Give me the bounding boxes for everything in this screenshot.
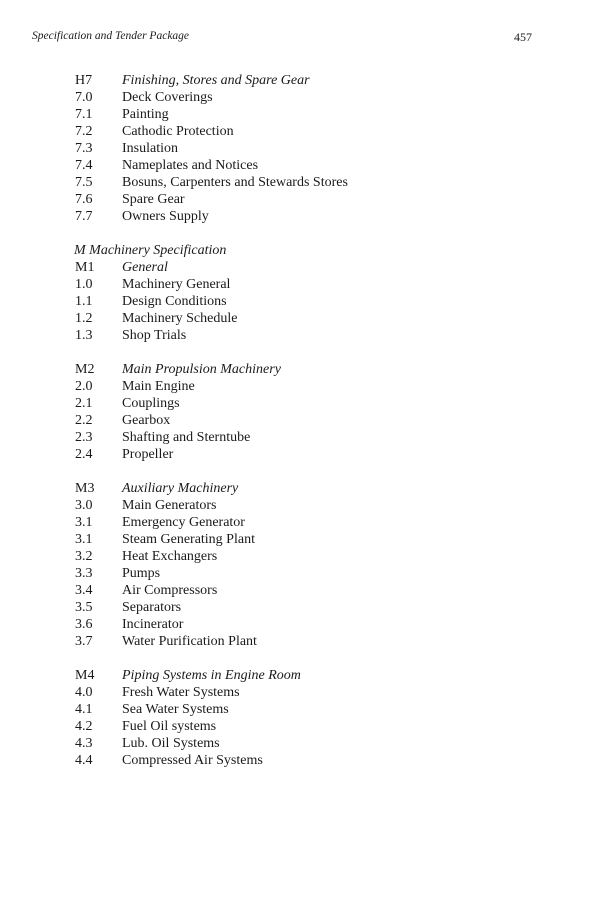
entry-number: 7.6 — [75, 192, 93, 207]
contents-entry-row — [75, 89, 555, 106]
subsection-heading-row — [75, 667, 555, 684]
subsection-heading-row — [75, 361, 555, 378]
entry-number: M4 — [75, 668, 95, 683]
entry-number: 7.5 — [75, 175, 93, 190]
contents-entry-row — [75, 565, 555, 582]
contents-entry-row — [75, 548, 555, 565]
contents-entry-row — [75, 157, 555, 174]
entry-title: Air Compressors — [122, 583, 218, 598]
contents-entry-row — [75, 412, 555, 429]
entry-title: Compressed Air Systems — [122, 753, 263, 768]
subsection-heading-row — [75, 72, 555, 89]
entry-number: 7.4 — [75, 158, 93, 173]
entry-number: 7.7 — [75, 209, 93, 224]
entry-number: 3.6 — [75, 617, 93, 632]
contents-entry-row — [75, 582, 555, 599]
entry-number: 2.1 — [75, 396, 93, 411]
entry-title: Auxiliary Machinery — [122, 481, 239, 496]
spec-section — [75, 242, 555, 344]
entry-title: Sea Water Systems — [122, 702, 229, 717]
entry-number: 4.3 — [75, 736, 93, 751]
entry-title: Shop Trials — [122, 328, 187, 343]
contents-entry-row — [75, 752, 555, 769]
contents-entry-row — [75, 429, 555, 446]
entry-title: Pumps — [122, 566, 161, 581]
entry-title: Fresh Water Systems — [122, 685, 240, 700]
contents-entry-row — [75, 310, 555, 327]
entry-title: Design Conditions — [122, 294, 227, 309]
entry-title: Bosuns, Carpenters and Stewards Stores — [122, 175, 348, 190]
entry-number: 1.0 — [75, 277, 93, 292]
entry-title: Spare Gear — [122, 192, 185, 207]
contents-entry-row — [75, 174, 555, 191]
contents-entry-row — [75, 684, 555, 701]
entry-title: Painting — [122, 107, 169, 122]
entry-number: 7.2 — [75, 124, 93, 139]
contents-entry-row — [75, 123, 555, 140]
entry-number: 3.7 — [75, 634, 93, 649]
entry-title: Cathodic Protection — [122, 124, 234, 139]
entry-number: 2.3 — [75, 430, 93, 445]
entry-title: Steam Generating Plant — [122, 532, 255, 547]
entry-title: Deck Coverings — [122, 90, 213, 105]
contents-entry-row — [75, 616, 555, 633]
entry-number: 4.2 — [75, 719, 93, 734]
contents-entry-row — [75, 208, 555, 225]
contents-entry-row — [75, 599, 555, 616]
contents-entry-row — [75, 735, 555, 752]
entry-number: 1.2 — [75, 311, 93, 326]
entry-title: Insulation — [122, 141, 178, 156]
entry-number: 1.3 — [75, 328, 93, 343]
entry-title: Main Engine — [122, 379, 195, 394]
contents-entry-row — [75, 191, 555, 208]
spec-section — [75, 72, 555, 225]
entry-title: Machinery General — [122, 277, 231, 292]
entry-title: Couplings — [122, 396, 180, 411]
contents-entry-row — [75, 293, 555, 310]
entry-number: 2.2 — [75, 413, 93, 428]
entry-number: 2.4 — [75, 447, 93, 462]
entry-title: General — [122, 260, 168, 275]
entry-title: Separators — [122, 600, 182, 615]
entry-title: Finishing, Stores and Spare Gear — [122, 73, 310, 88]
contents-entry-row — [75, 140, 555, 157]
entry-title: Shafting and Sterntube — [122, 430, 251, 445]
entry-title: Propeller — [122, 447, 174, 462]
entry-number: M3 — [75, 481, 95, 496]
entry-number: 3.4 — [75, 583, 93, 598]
entry-title: Main Propulsion Machinery — [122, 362, 281, 377]
contents-entry-row — [75, 276, 555, 293]
entry-title: Incinerator — [122, 617, 184, 632]
entry-title: Water Purification Plant — [122, 634, 257, 649]
running-header — [32, 30, 532, 46]
entry-title: Machinery Schedule — [122, 311, 238, 326]
entry-number: 3.2 — [75, 549, 93, 564]
entry-number: 1.1 — [75, 294, 93, 309]
entry-number: 3.0 — [75, 498, 93, 513]
contents-entry-row — [75, 106, 555, 123]
entry-title: Heat Exchangers — [122, 549, 218, 564]
entry-title: Gearbox — [122, 413, 171, 428]
specification-contents-list — [75, 72, 555, 786]
entry-number: 3.5 — [75, 600, 93, 615]
contents-entry-row — [75, 531, 555, 548]
contents-entry-row — [75, 701, 555, 718]
entry-number: 4.1 — [75, 702, 93, 717]
entry-title: Main Generators — [122, 498, 217, 513]
spec-section — [75, 480, 555, 650]
contents-entry-row — [75, 497, 555, 514]
part-heading: M Machinery Specification — [74, 243, 227, 258]
contents-entry-row — [75, 514, 555, 531]
entry-title: Emergency Generator — [122, 515, 245, 530]
entry-title: Owners Supply — [122, 209, 209, 224]
spec-section — [75, 361, 555, 463]
entry-number: M2 — [75, 362, 95, 377]
entry-number: 2.0 — [75, 379, 93, 394]
entry-title: Piping Systems in Engine Room — [122, 668, 301, 683]
entry-number: H7 — [75, 73, 93, 88]
entry-title: Fuel Oil systems — [122, 719, 217, 734]
spec-section — [75, 667, 555, 769]
entry-title: Nameplates and Notices — [122, 158, 259, 173]
entry-number: 3.3 — [75, 566, 93, 581]
entry-number: 4.4 — [75, 753, 93, 768]
contents-entry-row — [75, 395, 555, 412]
entry-number: 3.1 — [75, 532, 93, 547]
subsection-heading-row — [75, 259, 555, 276]
contents-entry-row — [75, 446, 555, 463]
entry-number: 7.3 — [75, 141, 93, 156]
running-title: Specification and Tender Package — [32, 30, 190, 42]
entry-number: 4.0 — [75, 685, 93, 700]
entry-number: 3.1 — [75, 515, 93, 530]
contents-entry-row — [75, 633, 555, 650]
entry-number: 7.1 — [75, 107, 93, 122]
entry-number: 7.0 — [75, 90, 93, 105]
entry-number: M1 — [75, 260, 95, 275]
contents-entry-row — [75, 718, 555, 735]
contents-entry-row — [75, 378, 555, 395]
page-number: 457 — [514, 30, 532, 44]
contents-entry-row — [75, 327, 555, 344]
subsection-heading-row — [75, 480, 555, 497]
entry-title: Lub. Oil Systems — [122, 736, 220, 751]
